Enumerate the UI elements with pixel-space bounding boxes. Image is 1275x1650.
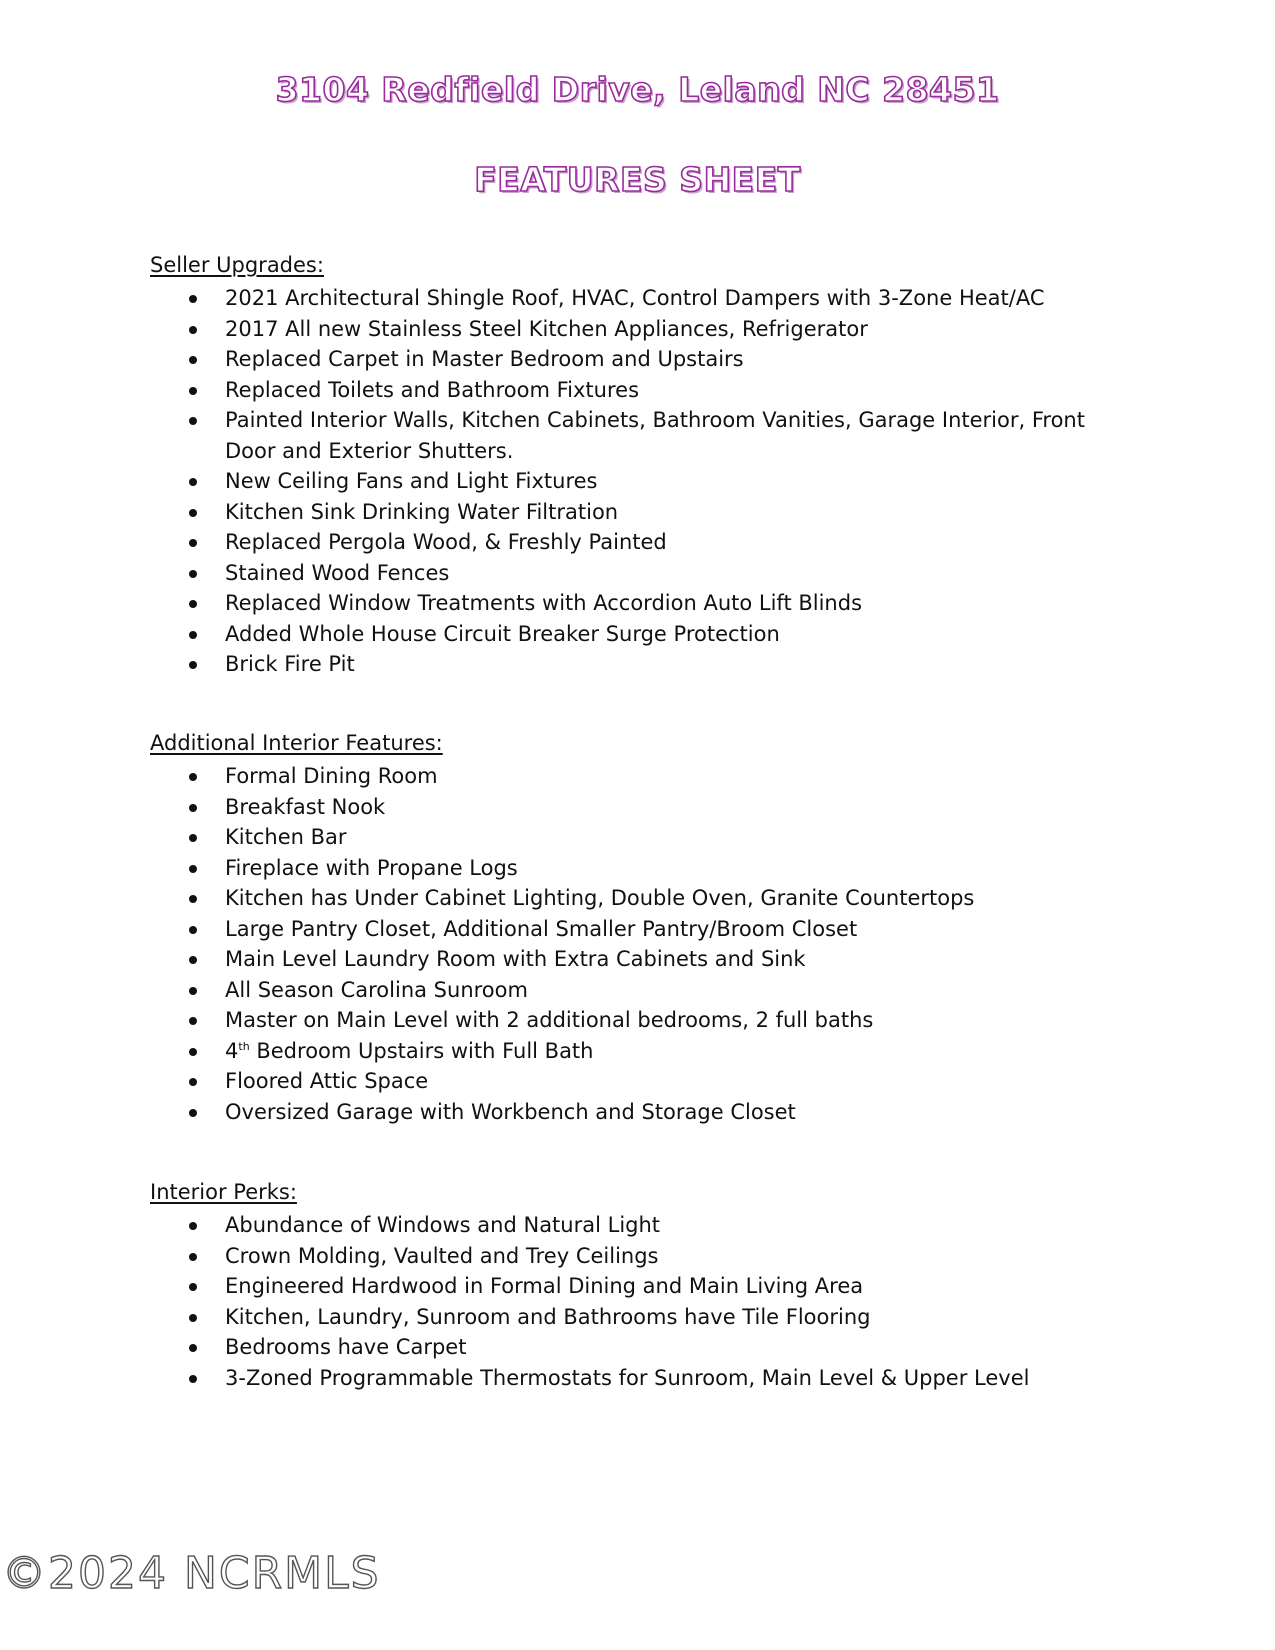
list-item: Kitchen has Under Cabinet Lighting, Double Oven, Granite Countertops [225,883,1110,914]
list-item: Oversized Garage with Workbench and Storage Closet [225,1097,1110,1128]
interior-features-list [150,761,1110,1127]
list-item: Kitchen Sink Drinking Water Filtration [225,497,1110,528]
interior-perks-list [150,1210,1110,1393]
features-sheet-title: FEATURES SHEET [474,160,801,199]
property-address-title: 3104 Redfield Drive, Leland NC 28451 [275,70,1000,109]
list-item: 2021 Architectural Shingle Roof, HVAC, Control Dampers with 3-Zone Heat/AC [225,283,1110,314]
list-item: Master on Main Level with 2 additional bedrooms, 2 full baths [225,1005,1110,1036]
list-item: New Ceiling Fans and Light Fixtures [225,466,1110,497]
copyright-watermark: ©2024 NCRMLS [2,1548,381,1599]
list-item: Main Level Laundry Room with Extra Cabinets and Sink [225,944,1110,975]
list-item: Abundance of Windows and Natural Light [225,1210,1110,1241]
list-item: Bedrooms have Carpet [225,1332,1110,1363]
list-item [225,1036,1110,1067]
list-item: 2017 All new Stainless Steel Kitchen Appliances, Refrigerator [225,314,1110,345]
list-item: Painted Interior Walls, Kitchen Cabinets, Bathroom Vanities, Garage Interior, Front Door and Exterior Shutters. [225,405,1110,466]
list-item: Kitchen Bar [225,822,1110,853]
seller-upgrades-section [150,251,1110,680]
list-item: Crown Molding, Vaulted and Trey Ceilings [225,1241,1110,1272]
list-item: Replaced Window Treatments with Accordion Auto Lift Blinds [225,588,1110,619]
seller-upgrades-heading: Seller Upgrades: [150,253,324,277]
list-item: All Season Carolina Sunroom [225,975,1110,1006]
interior-perks-heading: Interior Perks: [150,1180,297,1204]
list-item: Floored Attic Space [225,1066,1110,1097]
ordinal-number: 4 [225,1038,239,1063]
list-item: Large Pantry Closet, Additional Smaller Pantry/Broom Closet [225,914,1110,945]
list-item: Replaced Carpet in Master Bedroom and Upstairs [225,344,1110,375]
list-item-text: Bedroom Upstairs with Full Bath [256,1038,594,1063]
list-item: Fireplace with Propane Logs [225,853,1110,884]
interior-perks-section [150,1178,1110,1393]
list-item: Breakfast Nook [225,792,1110,823]
list-item: Brick Fire Pit [225,649,1110,680]
list-item: Added Whole House Circuit Breaker Surge Protection [225,619,1110,650]
seller-upgrades-list [150,283,1110,680]
interior-features-heading: Additional Interior Features: [150,731,443,755]
interior-features-section [150,729,1110,1127]
list-item: Kitchen, Laundry, Sunroom and Bathrooms have Tile Flooring [225,1302,1110,1333]
list-item: Stained Wood Fences [225,558,1110,589]
ordinal-suffix: th [238,1039,250,1053]
list-item: Engineered Hardwood in Formal Dining and Main Living Area [225,1271,1110,1302]
list-item: Replaced Pergola Wood, & Freshly Painted [225,527,1110,558]
list-item: Formal Dining Room [225,761,1110,792]
list-item: 3-Zoned Programmable Thermostats for Sunroom, Main Level & Upper Level [225,1363,1110,1394]
list-item: Replaced Toilets and Bathroom Fixtures [225,375,1110,406]
